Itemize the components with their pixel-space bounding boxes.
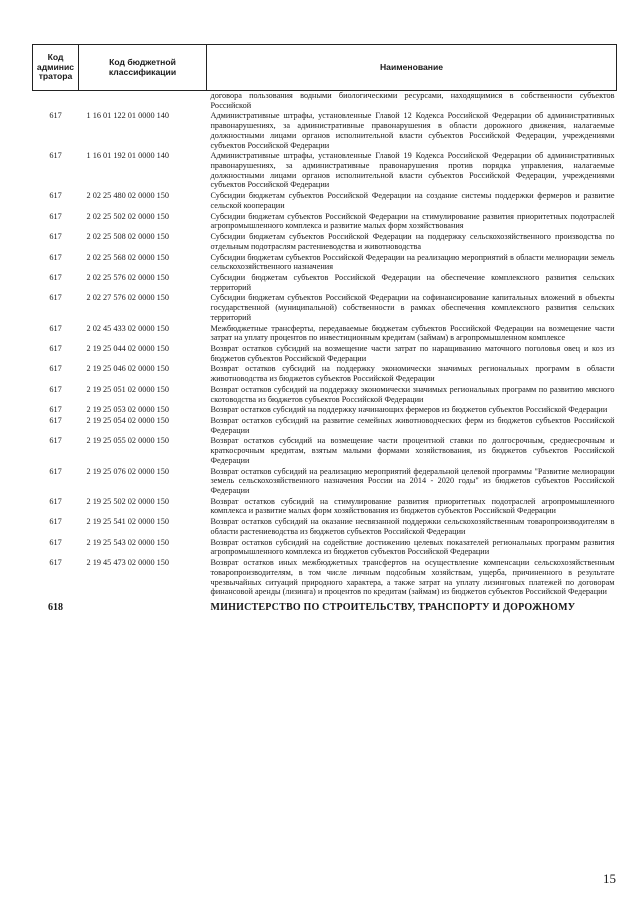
table-row [33,324,617,344]
row-budget-code: 2 19 45 473 02 0000 150 [86,558,169,568]
row-budget-code: 2 19 25 046 02 0000 150 [86,364,169,374]
table-row [33,212,617,232]
row-budget-code: 2 02 25 480 02 0000 150 [86,191,169,201]
row-name: Административные штрафы, установленные Главой 12 Кодекса Российской Федерации об административных правонарушениях, за административные правонарушения в области дорожного движения, налагаемые должностными лицами органов исполнительной власти субъектов Российской Федерации, учреждениями субъектов Российской Федерации [210,111,615,150]
row-budget-code: 2 19 25 543 02 0000 150 [86,537,169,547]
row-name: Возврат остатков иных межбюджетных трансфертов на осуществление компенсации сельскохозяйственным товаропроизводителям, в том числе личным подсобным хозяйствам, ущерба, причиненного в результате чрезвычайных ситуаций природного характера, а также затрат на уплату лизинговых платежей по договорам финансовой аренды (лизинга) и процентов по кредитам (займам) из бюджетов субъектов Российской Федерации [210,558,615,597]
row-budget-code: 2 02 25 508 02 0000 150 [86,232,169,242]
row-budget-code: 1 16 01 192 01 0000 140 [86,151,169,161]
row-name: Субсидии бюджетам субъектов Российской Федерации на реализацию мероприятий в области мелиорации земель сельскохозяйственного назначения [210,252,615,272]
table-row [33,538,617,558]
row-budget-code: 2 19 25 044 02 0000 150 [86,343,169,353]
row-admin-code [33,91,79,112]
row-budget-code: 2 02 25 502 02 0000 150 [86,211,169,221]
row-admin-code: 617 [49,151,62,161]
row-budget-code: 2 19 25 076 02 0000 150 [86,466,169,476]
table-row [33,111,617,151]
row-name: Возврат остатков субсидий на содействие достижению целевых показателей региональных программ развития агропромышленного комплекса из бюджетов субъектов Российской Федерации [210,537,615,557]
table-row [33,436,617,466]
row-name: Возврат остатков субсидий на поддержку экономически значимых региональных программ в области животноводства из бюджетов субъектов Российской Федерации [210,364,615,384]
row-admin-code: 617 [49,416,62,425]
row-name: Возврат остатков субсидий на стимулирование развития приоритетных подотраслей агропромышленного комплекса и развитие малых форм хозяйствования из бюджетов субъектов Российской Федерации [210,496,615,516]
row-name: договора пользования водными биологическими ресурсами, находящимися в собственности субъектов Российской [210,91,615,110]
row-name: Возврат остатков субсидий на развитие семейных животноводческих ферм из бюджетов субъектов Российской Федерации [210,416,615,435]
row-name: Возврат остатков субсидий на поддержку экономически значимых региональных программ по развитию мясного скотоводства из бюджетов субъектов Российской Федерации [210,384,615,404]
row-admin-code: 617 [49,293,62,303]
header-name: Наименование [207,45,617,91]
row-name: Возврат остатков субсидий на возмещение части процентной ставки по долгосрочным, среднесрочным и краткосрочным кредитам, взятым малыми формами хозяйствования, из бюджетов субъектов Российской Федерации [210,436,615,465]
ministry-name: МИНИСТЕРСТВО ПО СТРОИТЕЛЬСТВУ, ТРАНСПОРТУ И ДОРОЖНОМУ [210,601,576,613]
row-admin-code: 617 [49,466,62,476]
table-row [33,293,617,323]
row-budget-code: 1 16 01 122 01 0000 140 [86,111,169,121]
table-header-row [33,45,617,91]
table-row [33,416,617,436]
page-number: 15 [603,871,616,886]
ministry-heading-row [33,598,617,614]
table-row [33,517,617,537]
table-row [33,385,617,405]
table-row [33,344,617,364]
row-admin-code: 617 [49,436,62,446]
row-budget-code: 2 19 25 541 02 0000 150 [86,517,169,527]
row-admin-code: 617 [49,211,62,221]
row-name: Возврат остатков субсидий на оказание несвязанной поддержки сельскохозяйственным товаропроизводителям в области растениеводства из бюджетов субъектов Российской Федерации [210,517,615,536]
row-admin-code: 617 [49,558,62,568]
row-admin-code: 617 [49,111,62,121]
row-name: Субсидии бюджетам субъектов Российской Федерации на обеспечение комплексного развития сельских территорий [210,272,615,292]
table-row [33,232,617,252]
row-budget-code: 2 19 25 054 02 0000 150 [86,416,169,425]
row-name: Субсидии бюджетам субъектов Российской Федерации на стимулирование развития приоритетных подотраслей агропромышленного комплекса и развитие малых форм хозяйствования [210,211,615,231]
table-row [33,151,617,191]
row-admin-code: 617 [49,496,62,506]
table-row [33,191,617,211]
row-budget-code: 2 19 25 055 02 0000 150 [86,436,169,446]
row-name: Административные штрафы, установленные Главой 19 Кодекса Российской Федерации об административных правонарушениях, за административные правонарушения против порядка управления, налагаемые должностными лицами органов исполнительной власти субъектов Российской Федерации, учреждениями субъектов Российской Федерации [210,151,615,190]
row-admin-code: 617 [49,537,62,547]
row-name: Возврат остатков субсидий на возмещение части затрат по наращиванию маточного поголовья овец и коз из бюджетов субъектов Российской Федерации [210,343,615,363]
row-admin-code: 617 [49,232,62,242]
budget-classification-table [32,44,617,614]
row-name: Возврат остатков субсидий на реализацию мероприятий федеральной целевой программы "Развитие мелиорации земель сельскохозяйственного назначения России на 2014 - 2020 годы" из бюджетов субъектов Российской Федерации [210,466,615,496]
table-row [33,273,617,293]
row-budget-code [79,91,207,112]
table-row [33,405,617,416]
ministry-admin-code: 618 [48,601,63,613]
header-admin-code: Код админис тратора [33,45,79,91]
row-admin-code: 617 [49,364,62,374]
row-admin-code: 617 [49,252,62,262]
row-admin-code: 617 [49,323,62,333]
table-row [33,364,617,384]
row-admin-code: 617 [49,272,62,282]
row-name: Возврат остатков субсидий на поддержку начинающих фермеров из бюджетов субъектов Российской Федерации [210,405,608,415]
row-budget-code: 2 02 25 568 02 0000 150 [86,252,169,262]
row-budget-code: 2 19 25 051 02 0000 150 [86,384,169,394]
table-row [33,558,617,598]
table-body [33,91,617,614]
table-row [33,253,617,273]
row-admin-code: 617 [49,343,62,353]
table-row [33,467,617,497]
row-name: Субсидии бюджетам субъектов Российской Федерации на софинансирование капитальных вложений в объекты государственной (муниципальной) собственности в рамках обеспечения комплексного развития сельских территорий [210,293,615,322]
header-budget-code: Код бюджетной классификации [79,45,207,91]
row-name: Субсидии бюджетам субъектов Российской Федерации на создание системы поддержки фермеров и развитие сельской кооперации [210,191,615,210]
row-budget-code: 2 02 45 433 02 0000 150 [86,323,169,333]
row-budget-code: 2 19 25 053 02 0000 150 [86,405,169,415]
table-row [33,91,617,112]
table-row [33,497,617,517]
row-budget-code: 2 19 25 502 02 0000 150 [86,496,169,506]
row-budget-code: 2 02 27 576 02 0000 150 [86,293,169,303]
row-admin-code: 617 [49,191,62,201]
row-name: Межбюджетные трансферты, передаваемые бюджетам субъектов Российской Федерации на возмещение части затрат на уплату процентов по инвестиционным кредитам (займам) в агропромышленном комплексе [210,323,615,343]
row-budget-code: 2 02 25 576 02 0000 150 [86,272,169,282]
row-admin-code: 617 [49,517,62,527]
row-admin-code: 617 [49,384,62,394]
row-admin-code: 617 [49,405,62,415]
ministry-budget-code [79,598,207,614]
row-name: Субсидии бюджетам субъектов Российской Федерации на поддержку сельскохозяйственного производства по отдельным подотраслям растениеводства и животноводства [210,232,615,251]
